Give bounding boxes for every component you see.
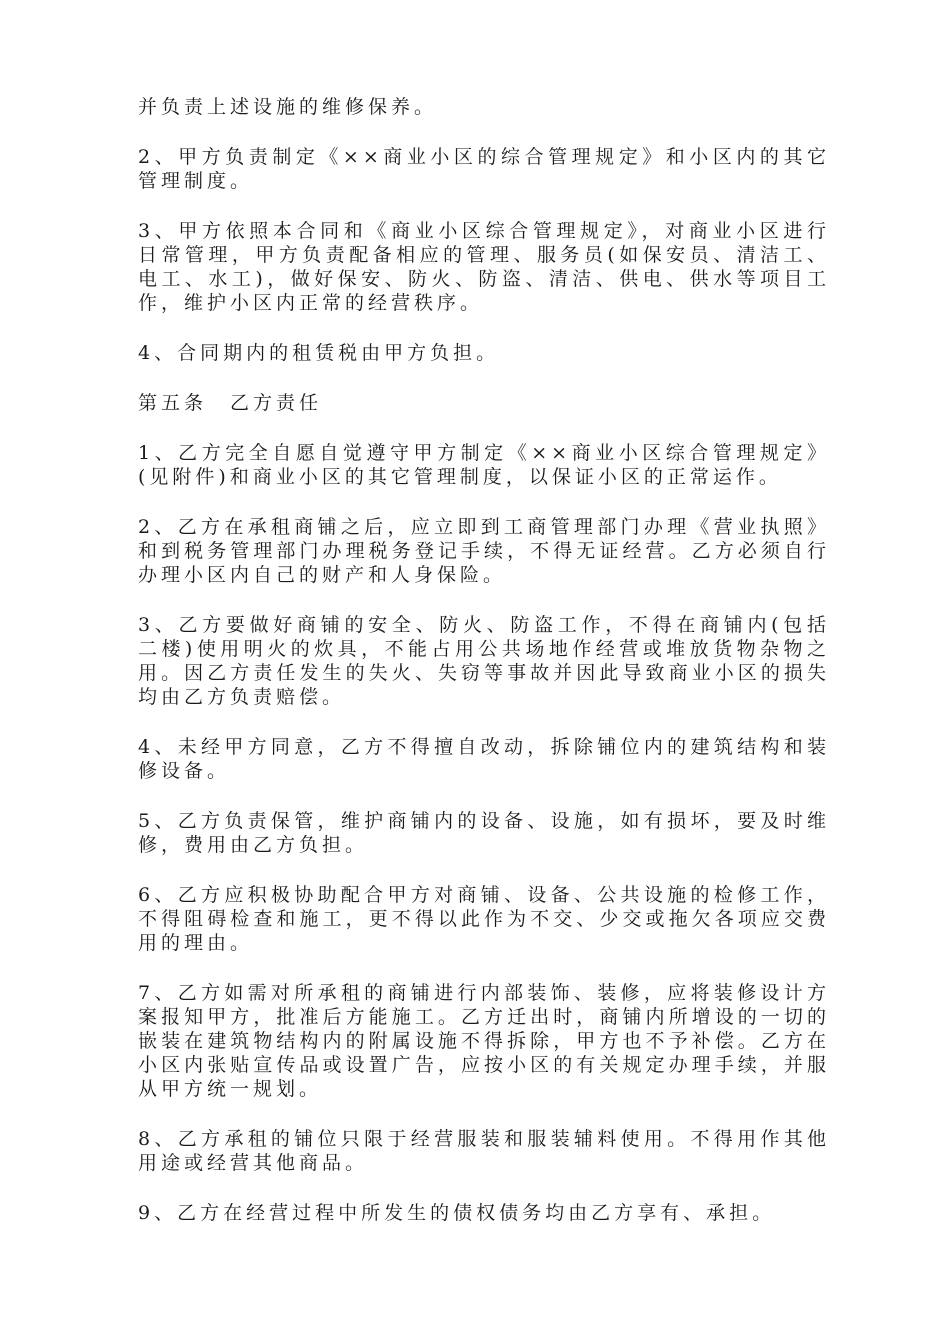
paragraph-b-clause-4: 4、未经甲方同意，乙方不得擅自改动，拆除铺位内的建筑结构和装修设备。 — [138, 736, 830, 782]
paragraph-b-clause-7: 7、乙方如需对所承租的商铺进行内部装饰、装修，应将装修设计方案报知甲方，批准后方能施工。乙方迁出时，商铺内所增设的一切的嵌装在建筑物结构内的附属设施不得拆除，甲方也不予补偿。乙方在小区内张贴宣传品或设置广告，应按小区的有关规定办理手续，并服从甲方统一规划。 — [138, 982, 830, 1100]
paragraph-b-clause-6: 6、乙方应积极协助配合甲方对商铺、设备、公共设施的检修工作，不得阻碍检查和施工，更不得以此作为不交、少交或拖欠各项应交费用的理由。 — [138, 884, 830, 954]
paragraph-b-clause-8: 8、乙方承租的铺位只限于经营服装和服装辅料使用。不得用作其他用途或经营其他商品。 — [138, 1128, 830, 1174]
paragraph-continuation: 并负责上述设施的维修保养。 — [138, 96, 438, 118]
paragraph-b-clause-5: 5、乙方负责保管，维护商铺内的设备、设施，如有损坏，要及时维修，费用由乙方负担。 — [138, 810, 830, 856]
paragraph-clause-2: 2、甲方负责制定《××商业小区的综合管理规定》和小区内的其它管理制度。 — [138, 146, 830, 192]
paragraph-clause-4: 4、合同期内的租赁税由甲方负担。 — [138, 342, 500, 364]
section-heading-article-5: 第五条 乙方责任 — [138, 392, 323, 414]
paragraph-b-clause-3: 3、乙方要做好商铺的安全、防火、防盗工作，不得在商铺内(包括二楼)使用明火的炊具，不能占用公共场地作经营或堆放货物杂物之用。因乙方责任发生的失火、失窃等事故并因此导致商业小区的损失均由乙方负责赔偿。 — [138, 614, 830, 708]
paragraph-clause-3: 3、甲方依照本合同和《商业小区综合管理规定》，对商业小区进行日常管理，甲方负责配备相应的管理、服务员(如保安员、清洁工、电工、水工)，做好保安、防火、防盗、清洁、供电、供水等项目工作，维护小区内正常的经营秩序。 — [138, 220, 830, 314]
paragraph-b-clause-2: 2、乙方在承租商铺之后，应立即到工商管理部门办理《营业执照》和到税务管理部门办理税务登记手续，不得无证经营。乙方必须自行办理小区内自己的财产和人身保险。 — [138, 516, 830, 586]
paragraph-b-clause-1: 1、乙方完全自愿自觉遵守甲方制定《××商业小区综合管理规定》(见附件)和商业小区的其它管理制度，以保证小区的正常运作。 — [138, 442, 830, 488]
paragraph-b-clause-9: 9、乙方在经营过程中所发生的债权债务均由乙方享有、承担。 — [138, 1202, 776, 1224]
